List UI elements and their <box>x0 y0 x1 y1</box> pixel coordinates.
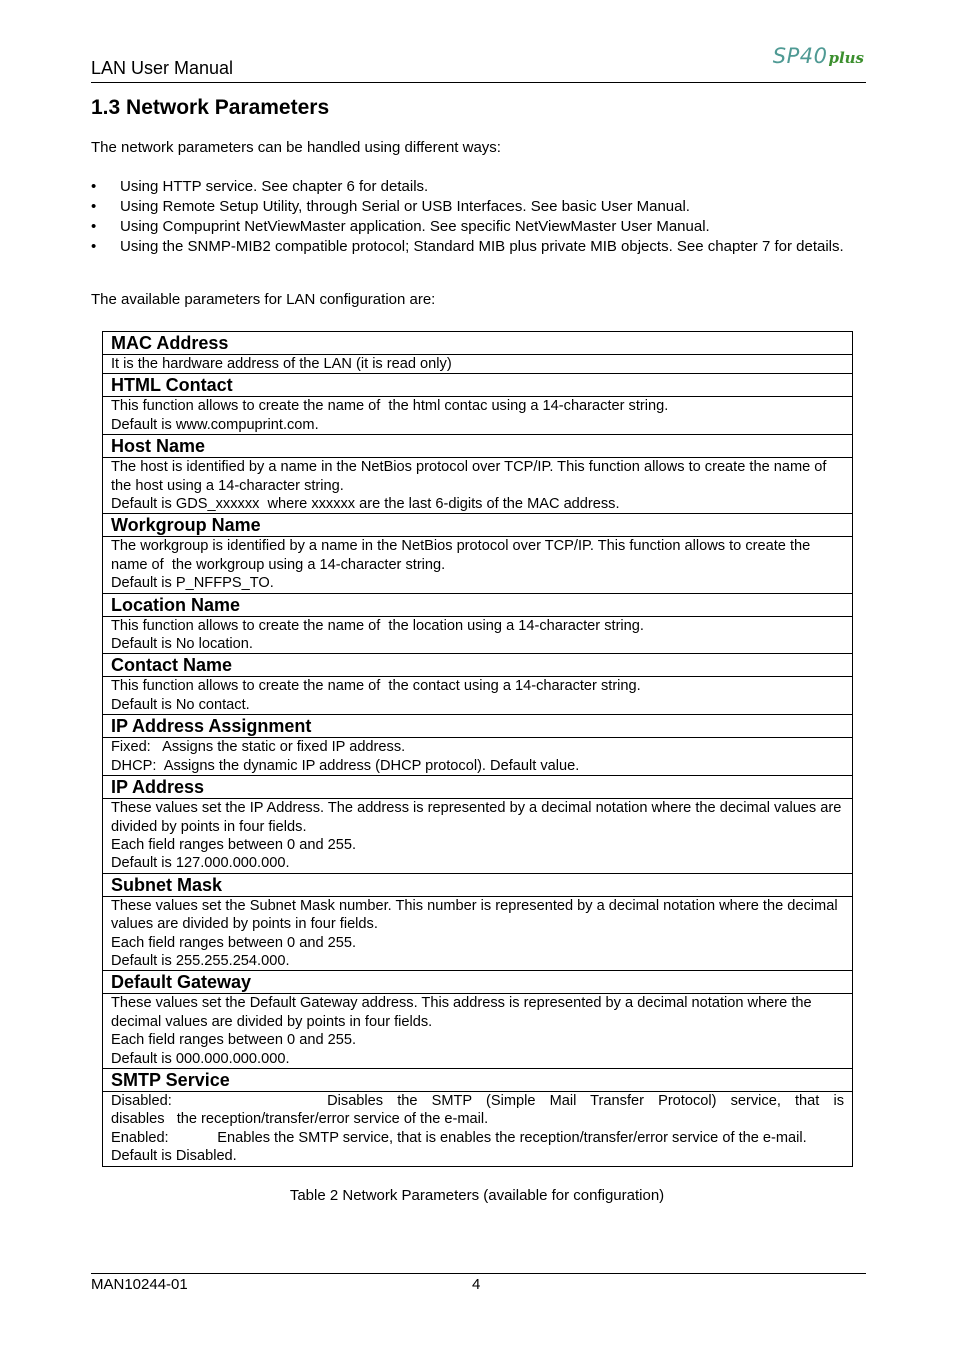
param-line: This function allows to create the name of the location using a 14-character string. <box>111 617 644 634</box>
param-line: Default is GDS_xxxxxx where xxxxxx are the last 6-digits of the MAC address. <box>111 496 620 513</box>
param-title: Host Name <box>103 435 852 458</box>
param-line: Each field ranges between 0 and 255. <box>111 836 357 853</box>
param-description <box>103 677 852 715</box>
param-line: These values set the Default Gateway address. This address is represented by a decimal notation where the decimal values are divided by points in four fields. <box>111 995 816 1030</box>
param-description <box>103 458 852 514</box>
param-title: Location Name <box>103 594 852 617</box>
bullet-icon: • <box>91 198 97 215</box>
param-line: Each field ranges between 0 and 255. <box>111 1032 357 1049</box>
param-line: These values set the Subnet Mask number. This number is represented by a decimal notation where the decimal values are divided by points in four fields. <box>111 897 842 933</box>
param-mac-address <box>103 332 852 374</box>
bullet-icon: • <box>91 178 97 195</box>
param-line: Default is www.compuprint.com. <box>111 416 319 433</box>
param-ip-address-assignment <box>103 715 852 776</box>
section-title: 1.3 Network Parameters <box>91 96 330 119</box>
param-description <box>103 799 852 874</box>
list-item <box>91 197 851 216</box>
param-description <box>103 537 852 593</box>
param-line: Fixed: Assigns the static or fixed IP address. <box>111 739 406 756</box>
param-description <box>103 617 852 655</box>
param-host-name <box>103 435 852 514</box>
param-line: disables the reception/transfer/error service of the e-mail. <box>111 1111 489 1128</box>
param-line: Default is No contact. <box>111 696 250 713</box>
param-line: Default is 000.000.000.000. <box>111 1050 290 1067</box>
param-description <box>103 738 852 776</box>
param-title: HTML Contact <box>103 374 852 397</box>
param-contact-name <box>103 654 852 715</box>
param-description <box>103 994 852 1069</box>
param-workgroup-name <box>103 514 852 593</box>
param-title: Contact Name <box>103 654 852 677</box>
param-title: MAC Address <box>103 332 852 355</box>
list-item-text: Using Remote Setup Utility, through Serial or USB Interfaces. See basic User Manual. <box>120 198 690 215</box>
param-line: Default is 255.255.254.000. <box>111 952 290 969</box>
document-id: MAN10244-01 <box>91 1276 188 1293</box>
list-item <box>91 177 851 196</box>
available-params-text: The available parameters for LAN configuration are: <box>91 291 436 308</box>
page-footer <box>91 1273 866 1293</box>
list-item-text: Using the SNMP-MIB2 compatible protocol; Standard MIB plus private MIB objects. See chapter 7 for details. <box>120 238 844 255</box>
param-line: Enabled: Enables the SMTP service, that is enables the reception/transfer/error service of the e-mail. Default is Disabled. <box>111 1129 811 1165</box>
param-line: The host is identified by a name in the NetBios protocol over TCP/IP. This function allows to create the name of the host using a 14-character string. <box>111 459 831 494</box>
param-line: This function allows to create the name of the contact using a 14-character string. <box>111 678 641 695</box>
bullet-icon: • <box>91 218 97 235</box>
param-ip-address <box>103 776 852 874</box>
list-item-text: Using Compuprint NetViewMaster application. See specific NetViewMaster User Manual. <box>120 218 710 235</box>
list-item-text: Using HTTP service. See chapter 6 for details. <box>120 178 429 195</box>
list-item <box>91 237 851 256</box>
param-title: SMTP Service <box>103 1069 852 1092</box>
header-title: LAN User Manual <box>91 58 234 78</box>
param-subnet-mask <box>103 874 852 972</box>
param-line: It is the hardware address of the LAN (it is read only) <box>111 356 452 372</box>
param-smtp-service <box>103 1069 852 1166</box>
methods-list <box>91 177 851 257</box>
param-line: DHCP: Assigns the dynamic IP address (DHCP protocol). Default value. <box>111 757 580 774</box>
param-line: Default is 127.000.000.000. <box>111 855 290 872</box>
param-description <box>103 897 852 972</box>
page-number: 4 <box>472 1276 481 1293</box>
list-item <box>91 217 851 236</box>
table-caption: Table 2 Network Parameters (available for configuration) <box>289 1187 665 1204</box>
logo-main: SP40 <box>772 44 828 68</box>
param-line: Each field ranges between 0 and 255. <box>111 934 357 951</box>
param-description <box>103 355 852 374</box>
network-parameters-table <box>102 331 853 1167</box>
param-line: These values set the IP Address. The address is represented by a decimal notation where the decimal values are divided by points in four fields. <box>111 800 846 835</box>
param-line: Disabled: Disables the SMTP (Simple Mail Transfer Protocol) service, that is <box>111 1092 844 1109</box>
param-title: Workgroup Name <box>103 514 852 537</box>
param-location-name <box>103 594 852 655</box>
intro-text: The network parameters can be handled using different ways: <box>91 139 501 156</box>
page-header <box>91 44 866 83</box>
param-html-contact <box>103 374 852 435</box>
param-default-gateway <box>103 971 852 1069</box>
param-line: This function allows to create the name of the html contac using a 14-character string. <box>111 398 669 415</box>
param-title: Default Gateway <box>103 971 852 994</box>
param-line: The workgroup is identified by a name in the NetBios protocol over TCP/IP. This function allows to create the name of the workgroup using a 14-character string. <box>111 538 815 573</box>
param-title: IP Address <box>103 776 852 799</box>
param-description <box>103 397 852 435</box>
param-line: Default is P_NFFPS_TO. <box>111 575 274 592</box>
logo-suffix: plus <box>828 49 864 67</box>
bullet-icon: • <box>91 238 97 255</box>
param-title: IP Address Assignment <box>103 715 852 738</box>
param-line: Default is No location. <box>111 636 253 653</box>
param-description <box>103 1092 852 1166</box>
param-title: Subnet Mask <box>103 874 852 897</box>
sp40plus-logo <box>773 44 864 68</box>
